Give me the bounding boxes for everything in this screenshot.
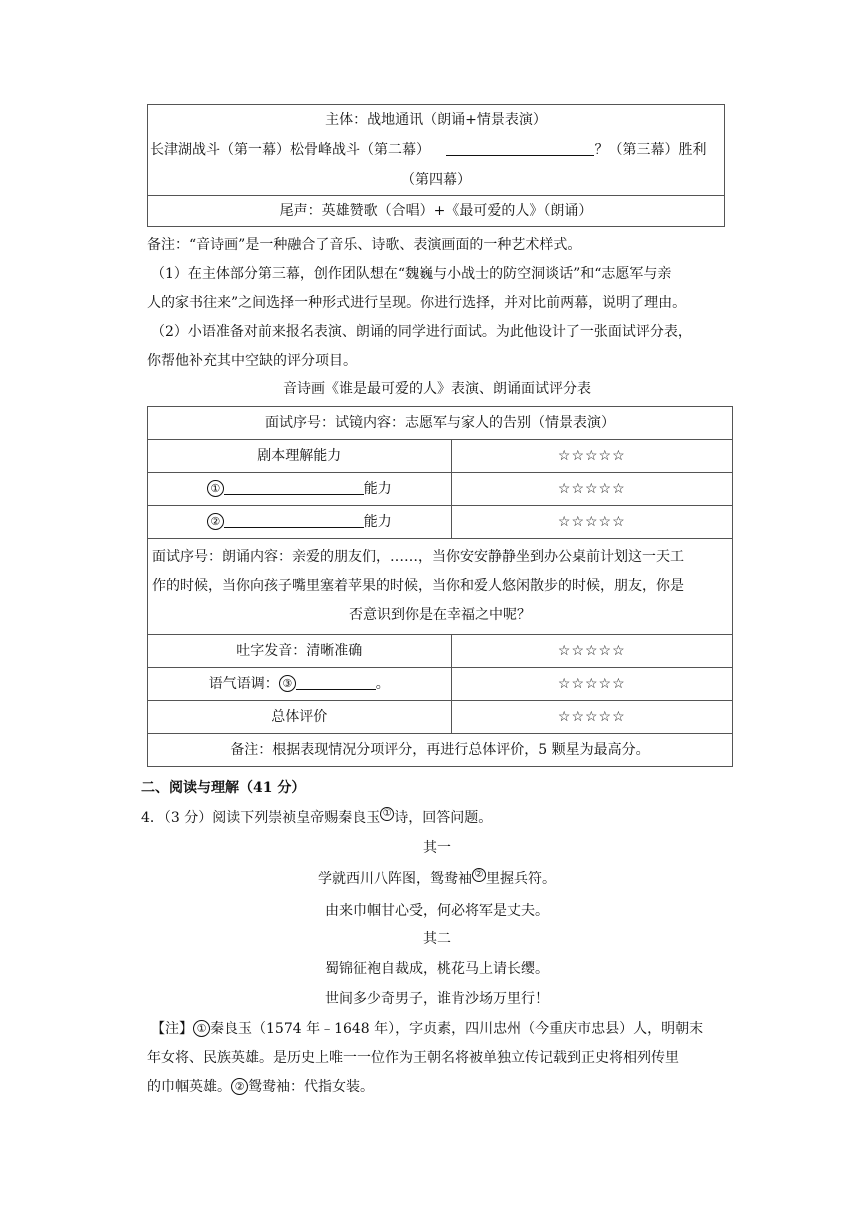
program-table (147, 104, 725, 227)
question-2-line2: 你帮他补充其中空缺的评分项目。 (147, 353, 357, 369)
stars-row-5: ☆☆☆☆☆ (451, 668, 732, 701)
stars-row-6: ☆☆☆☆☆ (451, 701, 732, 734)
note-mark-1: ① (193, 1020, 210, 1037)
poem-line-3: 蜀锦征袍自裁成，桃花马上请长缨。 (325, 961, 549, 977)
row-blank-1: ① 能力 (148, 473, 452, 506)
score-header-1: 面试序号：试镜内容：志愿军与家人的告别（情景表演） (148, 407, 733, 440)
section-2-heading: 二、阅读与理解（41 分） (141, 780, 306, 796)
acts-line: 长津湖战斗（第一幕）松骨峰战斗（第二幕） ？（第三幕）胜利 (150, 135, 722, 165)
score-table-title: 音诗画《谁是最可爱的人》表演、朗诵面试评分表 (283, 381, 591, 397)
blank-3 (296, 673, 376, 690)
circle-mark-3: ③ (279, 675, 296, 692)
act3-blank (446, 139, 594, 156)
stars-row-2: ☆☆☆☆☆ (451, 473, 732, 506)
note-mark-2: ② (231, 1078, 248, 1095)
question-4: 4．（3 分）阅读下列崇祯皇帝赐秦良玉 ① 诗，回答问题。 (141, 808, 493, 826)
poem-line-4: 世间多少奇男子，谁肯沙场万里行！ (325, 991, 549, 1007)
poem-title-1: 其一 (423, 840, 451, 856)
poem-title-2: 其二 (423, 931, 451, 947)
ending-cell: 尾声：英雄赞歌（合唱）+《最可爱的人》（朗诵） (148, 196, 725, 227)
row-pronunciation: 吐字发音：清晰准确 (148, 635, 452, 668)
note-yinshihua: 备注：“音诗画”是一种融合了音乐、诗歌、表演画面的一种艺术样式。 (147, 237, 582, 253)
stars-row-3: ☆☆☆☆☆ (451, 506, 732, 539)
acts-last: （第四幕） (401, 172, 471, 188)
question-2-line1: （2）小语准备对前来报名表演、朗诵的同学进行面试。为此他设计了一张面试评分表， (151, 324, 692, 340)
stars-row-1: ☆☆☆☆☆ (451, 440, 732, 473)
score-table (147, 406, 733, 767)
notes-line-1: 【注】 ① 秦良玉（1574 年﹣1648 年），字贞素，四川忠州（今重庆市忠县）人，明朝末 (151, 1021, 704, 1037)
program-main-cell (148, 105, 725, 196)
blank-2 (224, 511, 364, 528)
poem-line-1: 学就西川八阵图，鸳鸯袖 ② 里握兵符。 (318, 869, 556, 887)
main-title: 主体：战地通讯（朗诵+情景表演） (325, 112, 547, 128)
stars-row-4: ☆☆☆☆☆ (451, 635, 732, 668)
footnote-mark-2: ② (472, 868, 486, 882)
row-blank-2: ② 能力 (148, 506, 452, 539)
row-tone: 语气语调： ③ 。 (148, 668, 452, 701)
score-header-2: 面试序号：朗诵内容：亲爱的朋友们，……，当你安安静静坐到办公桌前计划这一天工 作的时候，当你向孩子嘴里塞着苹果的时候，当你和爱人悠闲散步的时候，朋友，你是 否意识到你是在幸福之中呢？ (148, 539, 733, 635)
score-table-note: 备注：根据表现情况分项评分，再进行总体评价，5 颗星为最高分。 (148, 734, 733, 767)
blank-1 (224, 478, 364, 495)
footnote-mark-1: ① (380, 807, 394, 821)
row-overall: 总体评价 (148, 701, 452, 734)
question-1-line1: （1）在主体部分第三幕，创作团队想在“魏巍与小战士的防空洞谈话”和“志愿军与亲 (151, 266, 672, 282)
circle-mark-1: ① (207, 480, 224, 497)
notes-line-3: 的巾帼英雄。 ② 鸳鸯袖：代指女装。 (147, 1079, 374, 1095)
circle-mark-2: ② (207, 513, 224, 530)
notes-line-2: 年女将、民族英雄。是历史上唯一一位作为王朝名将被单独立传记载到正史将相列传里 (147, 1050, 679, 1066)
question-1-line2: 人的家书往来”之间选择一种形式进行呈现。你进行选择，并对比前两幕，说明了理由。 (147, 295, 687, 311)
row-script-understanding: 剧本理解能力 (148, 440, 452, 473)
poem-line-2: 由来巾帼甘心受，何必将军是丈夫。 (325, 903, 549, 919)
